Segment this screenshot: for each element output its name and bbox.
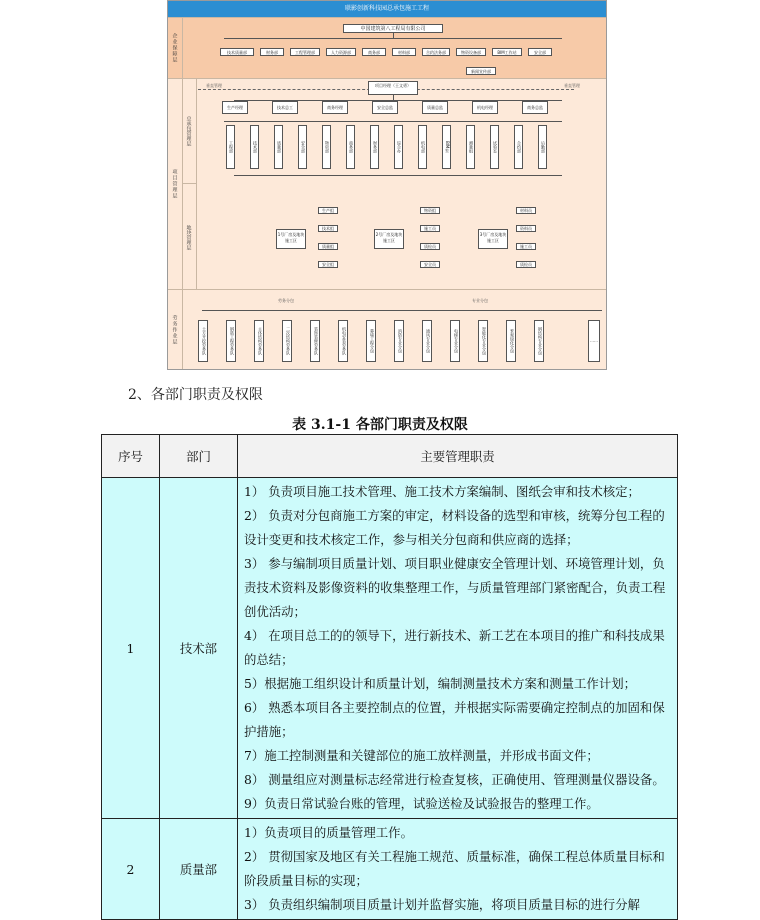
vertical-mgmt-note-left: 垂直管理 — [206, 83, 222, 88]
department-box: 工程部 — [226, 125, 235, 169]
department-box: 试验室 — [490, 125, 499, 169]
block-item-box: 物资组 — [420, 207, 440, 214]
project-band-label: 项目管理层 — [168, 79, 183, 289]
duty-line: 3） 参与编制项目质量计划、项目职业健康安全管理计划、环境管理计划，负责技术资料及影像资料的收集整理工作，与质量管理部门紧密配合，负责工程创优活动； — [244, 556, 666, 619]
management-unit-box: 技术总工 — [272, 101, 298, 114]
block-unit-box: 1号厂房及地块施工区 — [276, 229, 306, 249]
block-item-box: 质检员 — [420, 243, 440, 250]
department-box: 合约部 — [514, 125, 523, 169]
company-dept-box: 技术质量部 — [220, 48, 254, 56]
table-row — [102, 478, 678, 819]
vertical-mgmt-note-right: 垂直管理 — [564, 83, 580, 88]
duty-line: 7）施工控制测量和关键部位的施工放样测量，并形成书面文件； — [244, 748, 599, 763]
block-item-box: 质量组 — [318, 243, 338, 250]
block-unit-box: 3号厂房及地块施工区 — [478, 229, 508, 249]
company-dept-box: 合约法务部 — [422, 48, 450, 56]
block-sub-label: 地块管理层 — [182, 183, 197, 291]
duty-line: 1） 负责项目施工技术管理、施工技术方案编制、图纸会审和技术核定； — [244, 484, 640, 499]
corporate-band — [168, 17, 606, 78]
labor-team-box: 景观绿化分包 — [506, 320, 516, 362]
management-unit-box: 机电经理 — [472, 101, 498, 114]
duty-line: 9）负责日常试验台账的管理，试验送检及试验报告的整理工作。 — [244, 796, 599, 811]
table-header-row — [102, 435, 678, 478]
header-no: 序号 — [102, 435, 160, 478]
management-unit-box: 安全总监 — [372, 101, 398, 114]
labor-band-label: 劳务作业层 — [168, 290, 183, 369]
block-item-box: 技术组 — [318, 225, 338, 232]
department-box: 机电部 — [418, 125, 427, 169]
row-dept: 技术部 — [160, 478, 238, 819]
org-chart-title: 联影创新科技园总承包施工工程 — [168, 1, 606, 17]
block-unit-box: 2号厂房及地块施工区 — [374, 229, 404, 249]
duty-line: 5）根据施工组织设计和质量计划，编制测量技术方案和测量工作计划； — [244, 676, 636, 691]
general-sub-label: 总承包管理层 — [182, 79, 197, 183]
labor-group-right: 专业分包 — [472, 298, 488, 303]
labor-team-box: 主体结构劳务队 — [254, 320, 264, 362]
department-box: 质量部 — [274, 125, 283, 169]
duty-line: 1）负责项目的质量管理工作。 — [244, 825, 413, 840]
labor-team-box: 电梯专业分包 — [450, 320, 460, 362]
department-box: 后勤部 — [538, 125, 547, 169]
company-dept-box: 物资设备部 — [456, 48, 486, 56]
labor-team-box: 土方开挖劳务队 — [198, 320, 208, 362]
labor-band — [168, 289, 606, 369]
labor-team-box: 二次结构劳务队 — [282, 320, 292, 362]
labor-team-box: 通风专业分包 — [422, 320, 432, 362]
block-item-box: 资料员 — [516, 225, 536, 232]
duty-line: 2） 负责对分包商施工方案的审定，材料设备的选型和审核，统筹分包工程的设计变更和技术核定工作，参与相关分包商和供应商的选择； — [244, 508, 665, 547]
duty-line: 3） 负责组织编制项目质量计划并监督实施，将项目质量目标的进行分解 — [244, 897, 640, 912]
department-box: 物资部 — [322, 125, 331, 169]
management-unit-box: 商务总监 — [522, 101, 548, 114]
labor-team-box: 钢结构专业分包 — [534, 320, 544, 362]
company-dept-box: BIM工作站 — [492, 48, 522, 56]
labor-team-box: 机电安装劳务队 — [338, 320, 348, 362]
row-no: 2 — [102, 819, 160, 920]
labor-group-left: 劳务分包 — [278, 298, 294, 303]
labor-team-box: 装饰装修劳务队 — [310, 320, 320, 362]
row-duties — [238, 478, 678, 819]
duty-line: 2） 贯彻国家及地区有关工程施工规范、质量标准，确保工程总体质量目标和阶段质量目标的实现； — [244, 849, 665, 888]
department-box: 测量组 — [466, 125, 475, 169]
department-box: 安全部 — [298, 125, 307, 169]
management-unit-box: 生产经理 — [222, 101, 248, 114]
duty-line: 6） 熟悉本项目各主要控制点的位置，并根据实际需要确定控制点的加固和保护措施； — [244, 700, 665, 739]
labor-team-box: 幕墙工程分包 — [366, 320, 376, 362]
company-side-box: 新闻宣传部 — [466, 67, 496, 75]
company-dept-box: 商务部 — [362, 48, 386, 56]
table-caption: 表 3.1-1 各部门职责及权限 — [292, 417, 468, 433]
labor-team-box: …… — [588, 320, 600, 362]
block-item-box: 安全组 — [318, 261, 338, 268]
block-item-box: 施工员 — [516, 243, 536, 250]
duties-table — [101, 434, 678, 920]
project-band — [168, 78, 606, 289]
section-heading: 2、各部门职责及权限 — [128, 387, 263, 403]
department-box: 综合办 — [394, 125, 403, 169]
row-dept: 质量部 — [160, 819, 238, 920]
duty-line: 8） 测量组应对测量标志经常进行检查复核，正确使用、管理测量仪器设备。 — [244, 772, 665, 787]
row-no: 1 — [102, 478, 160, 819]
project-manager-box: 项目经理（王文勇） — [368, 81, 418, 95]
corporate-band-label: 企业保障层 — [168, 18, 183, 78]
header-dept: 部门 — [160, 435, 238, 478]
company-dept-box: 材料部 — [392, 48, 416, 56]
block-item-box: 安全员 — [420, 261, 440, 268]
company-dept-box: 安全部 — [528, 48, 552, 56]
company-dept-box: 财务部 — [260, 48, 284, 56]
labor-team-box: 智能化专业分包 — [478, 320, 488, 362]
management-unit-box: 商务经理 — [322, 101, 348, 114]
labor-team-box: 钢筋工程劳务队 — [226, 320, 236, 362]
duty-line: 4） 在项目总工的的领导下，进行新技术、新工艺在本项目的推广和科技成果的总结； — [244, 628, 665, 667]
org-chart — [167, 0, 607, 370]
table-row — [102, 819, 678, 920]
block-item-box: 施工员 — [420, 225, 440, 232]
header-duties: 主要管理职责 — [238, 435, 678, 478]
company-dept-box: 工程管理部 — [290, 48, 320, 56]
block-item-box: 材料员 — [516, 207, 536, 214]
company-box: 中国建筑第八工程局有限公司 — [343, 24, 443, 33]
department-box: 商务部 — [346, 125, 355, 169]
department-box: 财务部 — [370, 125, 379, 169]
department-box: 技术部 — [250, 125, 259, 169]
labor-team-box: 消防专业分包 — [394, 320, 404, 362]
company-dept-box: 人力资源部 — [326, 48, 356, 56]
block-item-box: 质检员 — [516, 261, 536, 268]
department-box: BIM室 — [442, 125, 451, 169]
row-duties — [238, 819, 678, 920]
management-unit-box: 质量总监 — [422, 101, 448, 114]
block-item-box: 生产组 — [318, 207, 338, 214]
